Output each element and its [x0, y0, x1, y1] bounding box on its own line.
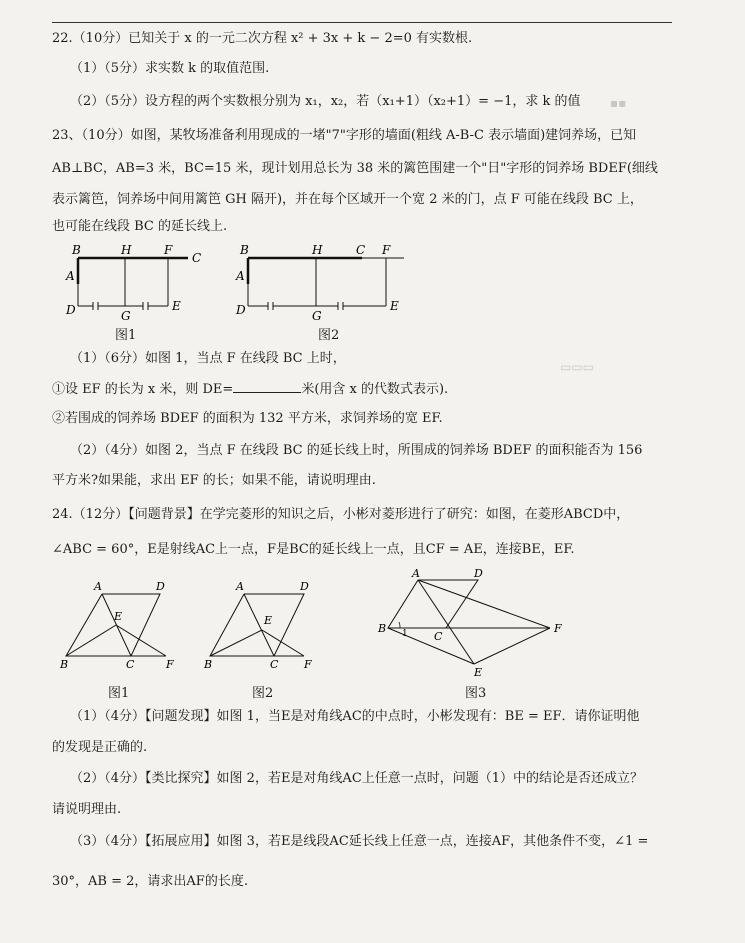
q24f1-label-B: B [60, 658, 69, 671]
q24-fig1-caption: 图1 [108, 686, 130, 701]
answer-blank [233, 380, 301, 393]
q24f1-label-F: F [166, 658, 174, 671]
q24f1-label-C: C [126, 658, 135, 671]
fig2-label-H: H [312, 243, 323, 257]
fig2-label-G: G [312, 309, 322, 323]
q22-stem: 22.（10分）已知关于 x 的一元二次方程 x² + 3x + k − 2=0 有实数根. [52, 31, 473, 46]
q24-fig2-caption: 图2 [252, 686, 274, 701]
q24f2-label-E: E [264, 614, 273, 627]
bleed-through-mark: ▪▪ [610, 96, 627, 110]
q22-part2: （2）（5分）设方程的两个实数根分别为 x₁，x₂，若（x₁+1）（x₂+1）= −1，求 k 的值 [70, 94, 581, 109]
q23-stem-line2: AB⊥BC，AB=3 米，BC=15 米，现计划用总长为 38 米的篱笆围建一个"日"字形的饲养场 BDEF(细线 [52, 161, 658, 176]
q23-part2-line2: 平方米?如果能，求出 EF 的长；如果不能，请说明理由. [52, 473, 376, 488]
fig2-label-D: D [236, 303, 246, 317]
q24f3-label-A: A [412, 567, 420, 580]
q23-stem-line3: 表示篱笆，饲养场中间用篱笆 GH 隔开)，并在每个区域开一个宽 2 米的门，点 F 可能在线段 BC 上， [52, 192, 643, 207]
q24-figure2 [200, 578, 330, 674]
q24f1-label-E: E [114, 610, 123, 623]
q24-fig3-caption: 图3 [465, 686, 487, 701]
q23-part1: （1）（6分）如图 1，当点 F 在线段 BC 上时， [70, 351, 346, 366]
q24f1-label-A: A [94, 580, 102, 593]
fig1-label-E: E [172, 299, 181, 313]
q23-fig1-caption: 图1 [115, 328, 137, 343]
fig2-label-A: A [236, 269, 245, 283]
q24f2-label-A: A [236, 580, 244, 593]
q24-part2-line1: （2）（4分）【类比探究】如图 2，若E是对角线AC上任意一点时，问题（1）中的结论是否还成立？ [70, 771, 644, 786]
q23-part1a-text: ①设 EF 的长为 x 米，则 DE= [52, 382, 234, 397]
fig2-label-C: C [356, 243, 366, 257]
fig1-label-H: H [121, 243, 132, 257]
q23-part1b: ②若围成的饲养场 BDEF 的面积为 132 平方米，求饲养场的宽 EF. [52, 411, 443, 426]
top-rule [52, 22, 672, 23]
q23-fig2-caption: 图2 [318, 328, 340, 343]
q24f2-label-D: D [300, 580, 309, 593]
q24f3-label-F: F [554, 622, 562, 635]
q24f3-label-C: C [434, 630, 443, 643]
q24f3-label-B: B [378, 622, 387, 635]
q23-part1a [52, 380, 448, 399]
fig1-label-A: A [66, 269, 75, 283]
q24f2-label-C: C [270, 658, 279, 671]
q24-part1-line2: 的发现是正确的. [52, 740, 148, 755]
q24-part1-line1: （1）（4分）【问题发现】如图 1，当E是对角线AC的中点时，小彬发现有：BE = EF．请你证明他 [70, 709, 640, 724]
fig1-label-C: C [192, 251, 202, 265]
fig2-label-E: E [390, 299, 399, 313]
q24-stem-line2: ∠ABC = 60°，E是射线AC上一点，F是BC的延长线上一点，且CF = AE，连接BE，EF. [52, 542, 575, 557]
q24f3-angle-label: 1 [402, 629, 408, 639]
q24f3-label-E: E [474, 666, 483, 679]
q24-figure1 [56, 578, 186, 674]
q23-stem-line1: 23、（10分）如图，某牧场准备利用现成的一堵"7"字形的墙面(粗线 A-B-C 表示墙面)建饲养场，已知 [52, 128, 637, 143]
q24f2-label-B: B [204, 658, 213, 671]
q24-figure3 [374, 566, 574, 682]
fig1-label-G: G [121, 309, 131, 323]
q24f3-label-D: D [474, 567, 483, 580]
fig1-label-D: D [66, 303, 76, 317]
q23-stem-line4: 也可能在线段 BC 的延长线上. [52, 219, 228, 234]
q24-part3-line1: （3）（4分）【拓展应用】如图 3，若E是线段AC延长线上任意一点，连接AF，其他条件不变，∠1 = [70, 834, 649, 849]
fig2-label-F: F [382, 243, 391, 257]
q24-stem-line1: 24.（12分）【问题背景】在学完菱形的知识之后，小彬对菱形进行了研究：如图，在菱形ABCD中， [52, 507, 630, 522]
fig2-label-B: B [240, 243, 249, 257]
bleed-through-mark: ▭▭▭ [560, 360, 595, 374]
q24f1-label-D: D [156, 580, 165, 593]
q22-part1: （1）（5分）求实数 k 的取值范围. [70, 61, 270, 76]
q24f2-label-F: F [304, 658, 312, 671]
fig1-label-B: B [72, 243, 81, 257]
q23-part2-line1: （2）（4分）如图 2，当点 F 在线段 BC 的延长线上时，所围成的饲养场 BDEF 的面积能否为 156 [70, 443, 643, 458]
q24-part3-line2: 30°，AB = 2，请求出AF的长度. [52, 874, 248, 889]
q23-part1a-tail: 米(用含 x 的代数式表示). [301, 382, 449, 397]
fig1-label-F: F [164, 243, 173, 257]
q24-part2-line2: 请说明理由. [52, 802, 122, 817]
